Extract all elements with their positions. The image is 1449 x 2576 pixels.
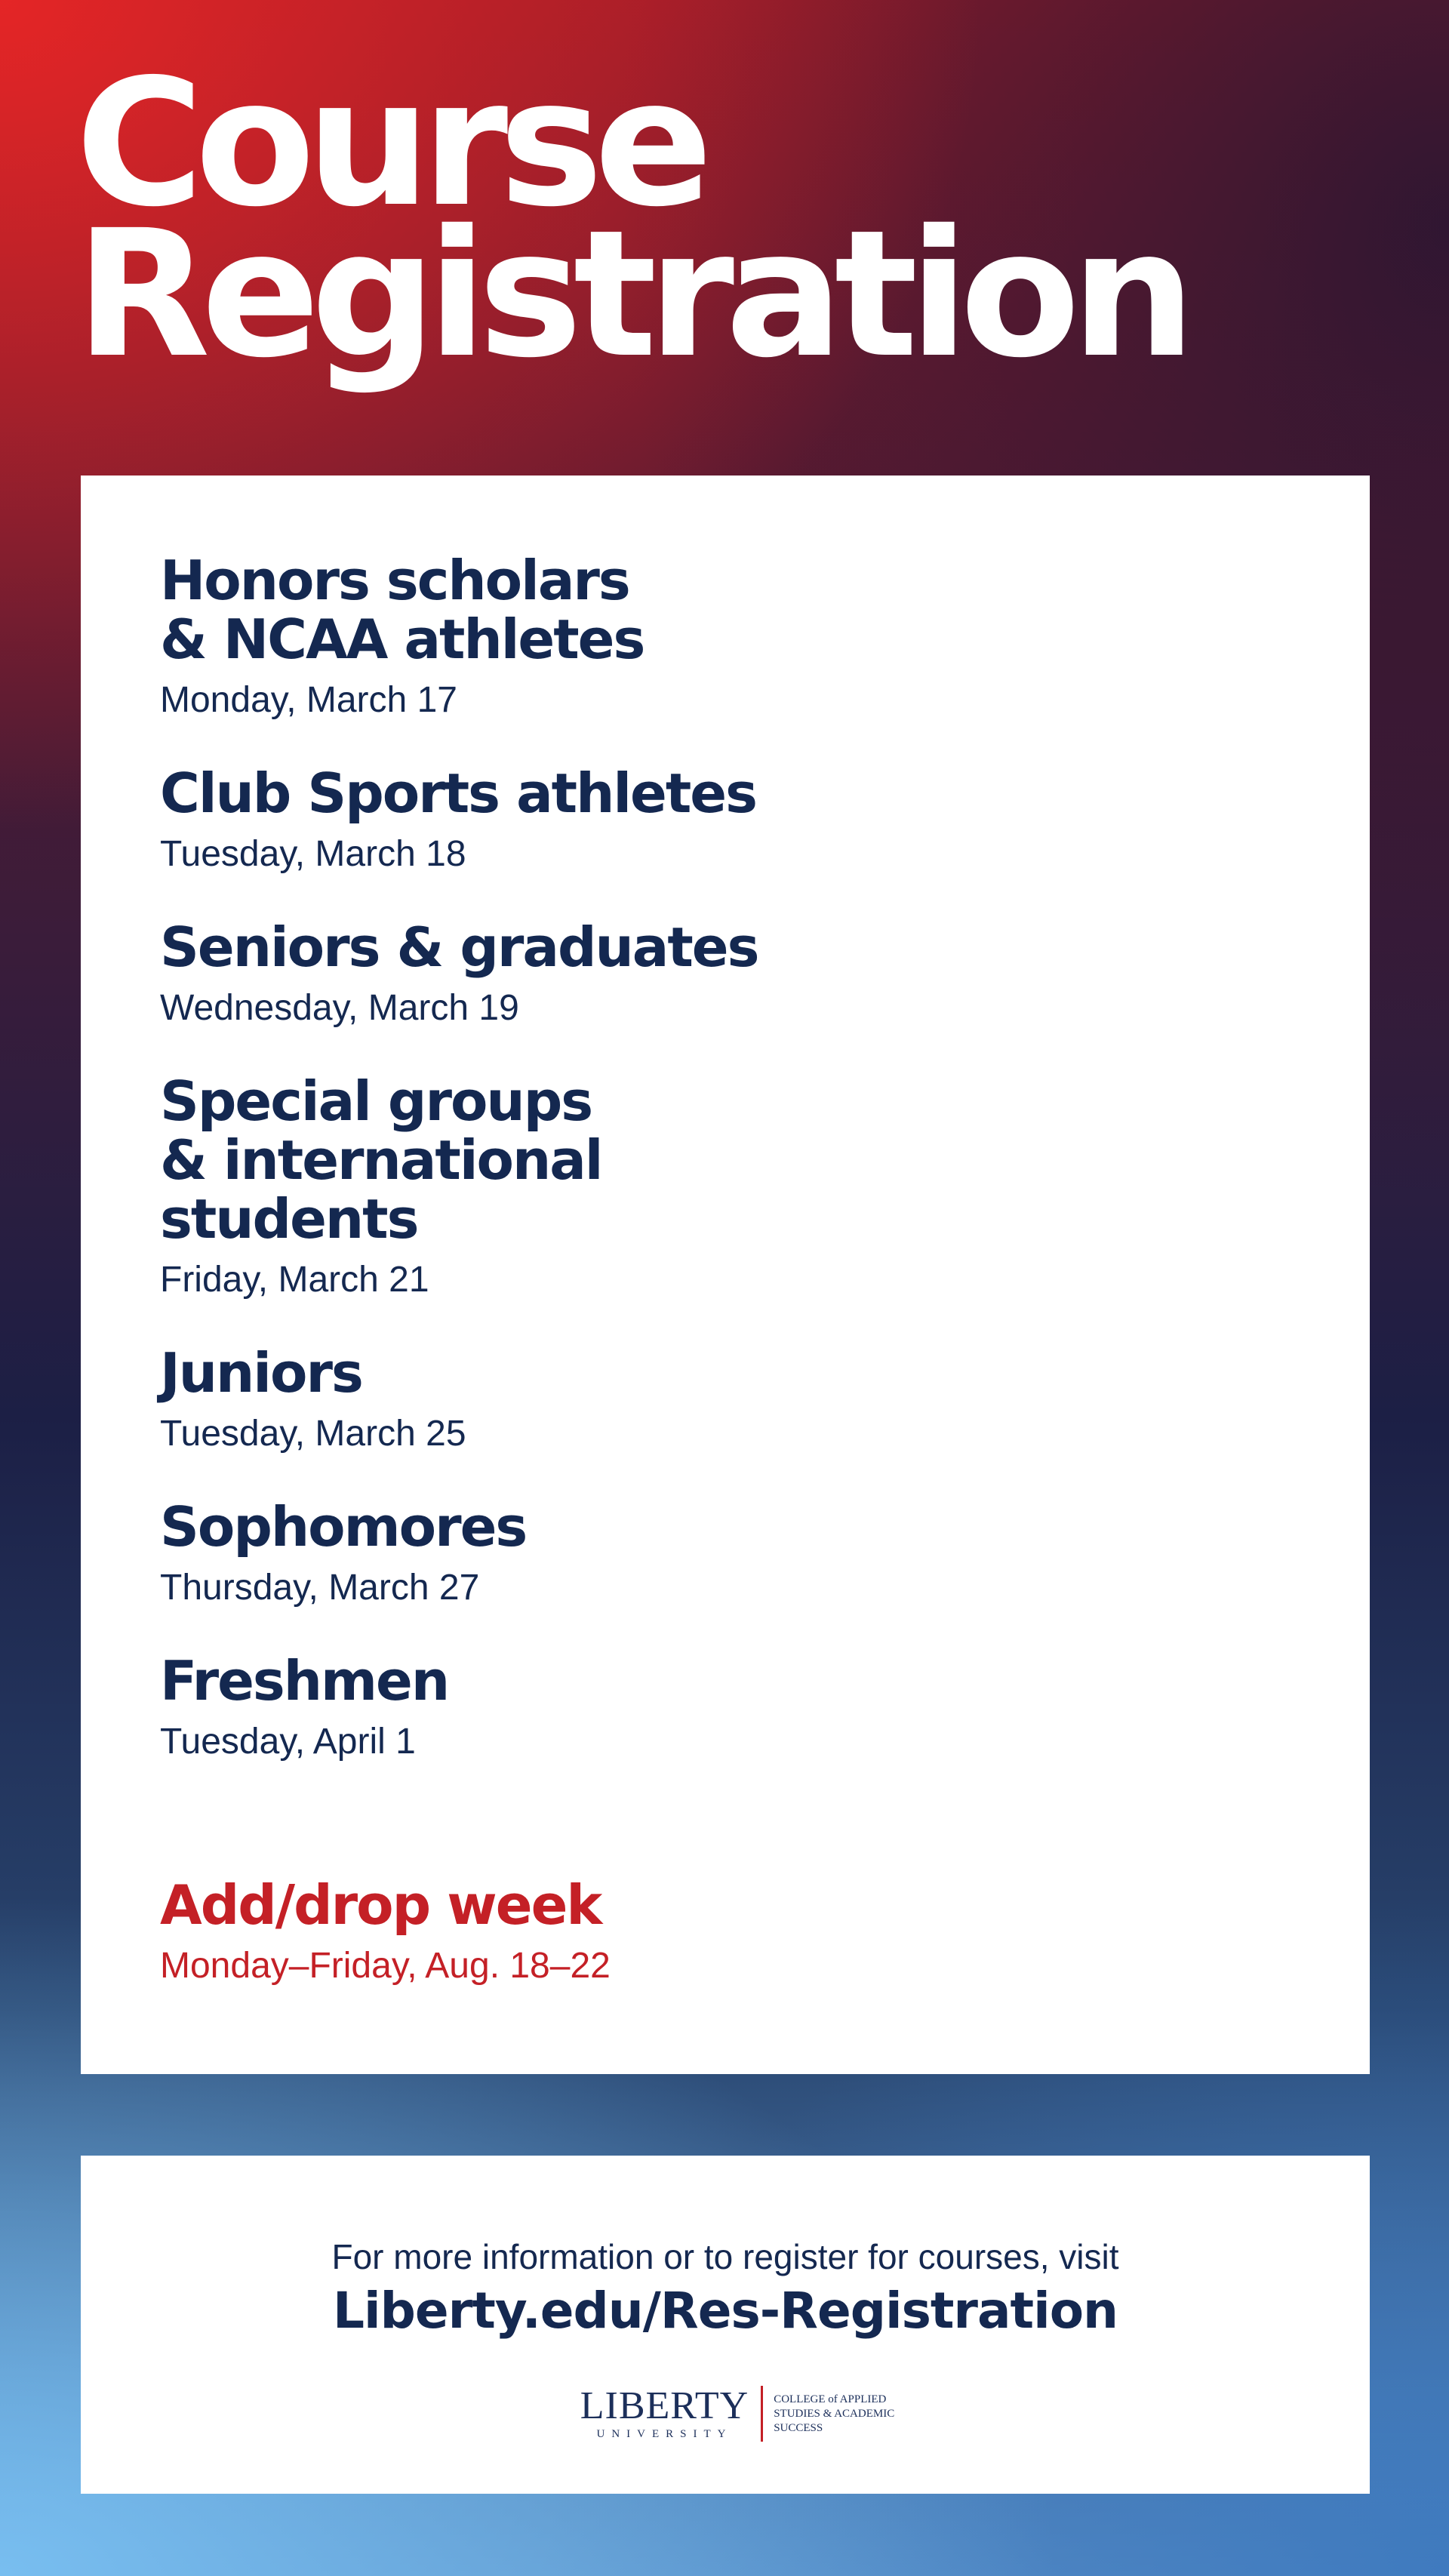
group-name: Sophomores [160,1495,527,1559]
group-name: Freshmen [160,1649,449,1713]
schedule-card [81,475,1370,2074]
logo-divider [761,2386,763,2442]
schedule-item-special-groups [160,1069,1217,1301]
info-card [81,2156,1370,2494]
add-drop-title: Add/drop week [160,1873,601,1937]
group-date: Tuesday, March 25 [160,1414,466,1454]
group-date: Tuesday, April 1 [160,1722,416,1762]
group-date: Thursday, March 27 [160,1568,480,1608]
page-title [75,42,1187,396]
group-name: Juniors [160,1341,362,1405]
logo-college-name: COLLEGE of APPLIED STUDIES & ACADEMIC SUCCESS [774,2393,895,2434]
title-line-registration: Registration [75,192,1187,396]
logo-subtitle: UNIVERSITY [596,2428,733,2440]
group-date: Friday, March 21 [160,1260,429,1300]
group-date: Tuesday, March 18 [160,834,466,874]
schedule-item-freshmen [160,1651,1217,1763]
group-name: Honors scholars & NCAA athletes [160,549,645,671]
title-line-course: Course [75,42,704,245]
schedule-item-honors [160,551,1217,722]
logo-wordmark-block [580,2384,761,2441]
group-date: Wednesday, March 19 [160,988,519,1028]
schedule-item-sophomores [160,1497,1217,1609]
info-lead-text: For more information or to register for courses, visit [331,2237,1119,2276]
schedule-item-club-sports [160,764,1217,876]
schedule-item-seniors [160,918,1217,1029]
add-drop-section [160,1873,611,1987]
logo-wordmark: LIBERTY [580,2384,749,2427]
add-drop-date: Monday–Friday, Aug. 18–22 [160,1946,611,1986]
group-date: Monday, March 17 [160,680,457,720]
liberty-university-logo [549,2382,926,2445]
registration-link[interactable]: Liberty.edu/Res-Registration [332,2282,1118,2340]
schedule-list [160,551,1217,1805]
group-name: Club Sports athletes [160,762,756,825]
schedule-item-juniors [160,1343,1217,1455]
group-name: Seniors & graduates [160,916,758,979]
group-name: Special groups & international students [160,1069,602,1251]
